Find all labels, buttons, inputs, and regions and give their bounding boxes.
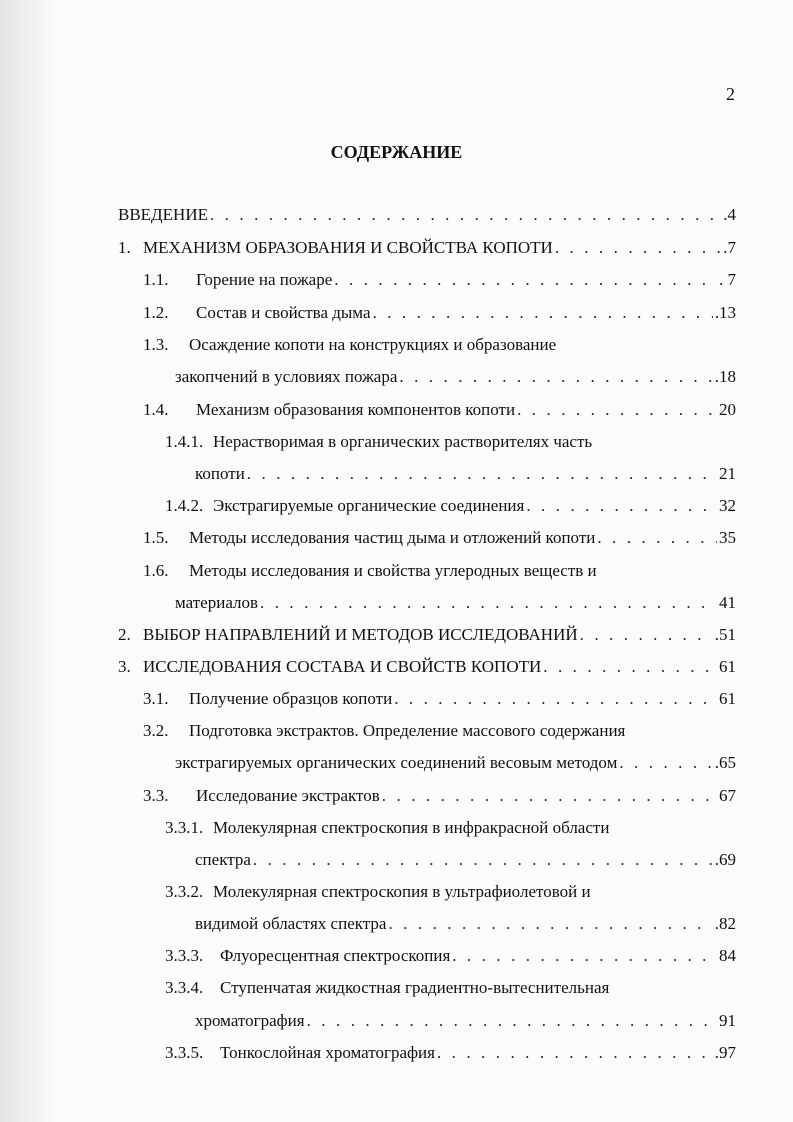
toc-entry-1-6[interactable] — [143, 561, 597, 581]
toc-entry-number: 3.2. — [143, 721, 169, 740]
page-number: 2 — [726, 84, 735, 104]
leader-dots — [307, 1011, 717, 1031]
toc-entry-1-4-1-continued[interactable] — [195, 464, 736, 484]
toc-entry-title: Подготовка экстрактов. Определение массового содержания — [189, 721, 626, 740]
toc-entry-1-6-continued[interactable] — [175, 593, 736, 613]
toc-entry-number: 3.3.1. — [165, 818, 204, 837]
leader-dots — [373, 303, 713, 323]
toc-entry-number: 3. — [118, 657, 131, 676]
leader-dots — [382, 786, 717, 806]
leader-dots — [210, 205, 721, 225]
toc-entry-title: Состав и свойства дыма — [196, 303, 371, 322]
toc-page-number: 41 — [719, 593, 736, 612]
leader-dots — [437, 1043, 713, 1063]
toc-entry-number: 2. — [118, 625, 131, 644]
toc-entry-title: Получение образцов копоти — [189, 689, 393, 708]
toc-entry-title: ВЫБОР НАПРАВЛЕНИЙ И МЕТОДОВ ИССЛЕДОВАНИЙ — [143, 625, 578, 644]
toc-entry-2[interactable] — [118, 625, 736, 645]
toc-entry-3-3[interactable] — [143, 786, 736, 806]
toc-page-number: 32 — [719, 496, 736, 515]
toc-entry-intro[interactable] — [118, 205, 736, 225]
toc-entry-number: 3.3.5. — [165, 1043, 204, 1062]
toc-page-number: .18 — [714, 367, 736, 386]
toc-page-number: .13 — [714, 303, 736, 322]
toc-entry-1-2[interactable] — [143, 303, 736, 323]
toc-entry-title: материалов — [175, 593, 259, 612]
toc-page-number: 67 — [719, 786, 736, 805]
toc-entry-number: 1.1. — [143, 270, 169, 289]
toc-page-number: .69 — [714, 850, 736, 869]
toc-entry-3-3-1-continued[interactable] — [195, 850, 736, 870]
toc-entry-title: экстрагируемых органических соединений весовым методом — [175, 753, 618, 772]
leader-dots — [260, 593, 717, 613]
toc-entry-number: 1.4. — [143, 400, 169, 419]
leader-dots — [452, 946, 717, 966]
toc-entry-title: Осаждение копоти на конструкциях и образование — [189, 335, 557, 354]
leader-dots — [517, 400, 717, 420]
toc-entry-number: 1.4.2. — [165, 496, 204, 515]
toc-entry-number: 1.4.1. — [165, 432, 204, 451]
page-title: СОДЕРЖАНИЕ — [330, 142, 463, 162]
toc-entry-title: Экстрагируемые органические соединения — [213, 496, 525, 515]
toc-entry-title: копоти — [195, 464, 245, 483]
toc-entry-1-3[interactable] — [143, 335, 556, 355]
toc-entry-number: 3.3.3. — [165, 946, 204, 965]
toc-entry-title: Горение на пожаре — [196, 270, 333, 289]
toc-entry-1-4-2[interactable] — [165, 496, 736, 516]
toc-entry-3-3-2-continued[interactable] — [195, 914, 736, 934]
toc-entry-number: 1.6. — [143, 561, 169, 580]
toc-entry-1-4[interactable] — [143, 400, 736, 420]
toc-entry-title: закопчений в условиях пожара — [175, 367, 398, 386]
toc-page-number: .97 — [714, 1043, 736, 1062]
toc-page-number: .4 — [723, 205, 736, 224]
toc-entry-title: Молекулярная спектроскопия в ультрафиолетовой и — [213, 882, 591, 901]
toc-entry-3-2[interactable] — [143, 721, 625, 741]
leader-dots — [555, 238, 721, 258]
toc-page-number: 84 — [719, 946, 736, 965]
toc-page-number: 21 — [719, 464, 736, 483]
toc-entry-number: 1. — [118, 238, 131, 257]
toc-entry-3-3-5[interactable] — [165, 1043, 736, 1063]
toc-entry-title: Молекулярная спектроскопия в инфракрасной области — [213, 818, 610, 837]
leader-dots — [253, 850, 713, 870]
toc-entry-number: 3.3.4. — [165, 978, 204, 997]
toc-entry-1-4-1[interactable] — [165, 432, 592, 452]
toc-entry-title: спектра — [195, 850, 251, 869]
toc-entry-title: Методы исследования и свойства углеродных веществ и — [189, 561, 597, 580]
toc-entry-number: 3.3.2. — [165, 882, 204, 901]
toc-entry-1[interactable] — [118, 238, 736, 258]
toc-entry-3-3-2[interactable] — [165, 882, 591, 902]
toc-page-number: .7 — [723, 238, 736, 257]
toc-page-number: 20 — [719, 400, 736, 419]
toc-entry-3-3-1[interactable] — [165, 818, 609, 838]
toc-entry-3-3-3[interactable] — [165, 946, 736, 966]
toc-entry-title: МЕХАНИЗМ ОБРАЗОВАНИЯ И СВОЙСТВА КОПОТИ — [143, 238, 553, 257]
toc-entry-3-1[interactable] — [143, 689, 736, 709]
toc-entry-number: 1.3. — [143, 335, 169, 354]
toc-entry-title: ИССЛЕДОВАНИЯ СОСТАВА И СВОЙСТВ КОПОТИ — [143, 657, 542, 676]
leader-dots — [394, 689, 717, 709]
toc-entry-title: Тонкослойная хроматография — [220, 1043, 435, 1062]
toc-page-number: . 7 — [719, 270, 736, 289]
toc-entry-title: Методы исследования частиц дыма и отложений копоти — [189, 528, 596, 547]
toc-entry-1-1[interactable] — [143, 270, 736, 290]
toc-entry-number: 3.3. — [143, 786, 169, 805]
toc-entry-3-3-4-continued[interactable] — [195, 1011, 736, 1031]
toc-page-number: 61 — [719, 689, 736, 708]
toc-entry-1-3-continued[interactable] — [175, 367, 736, 387]
leader-dots — [597, 528, 717, 548]
toc-entry-title: Ступенчатая жидкостная градиентно-вытеснительная — [220, 978, 610, 997]
toc-page-number: 35 — [719, 528, 736, 547]
toc-entry-number: 3.1. — [143, 689, 169, 708]
toc-page-number: 61 — [719, 657, 736, 676]
leader-dots — [399, 367, 712, 387]
toc-entry-title: Нерастворимая в органических растворителях часть — [213, 432, 593, 451]
leader-dots — [543, 657, 717, 677]
leader-dots — [526, 496, 717, 516]
toc-page-number: .82 — [714, 914, 736, 933]
toc-page-number: .65 — [714, 753, 736, 772]
toc-entry-1-5[interactable] — [143, 528, 736, 548]
toc-page-number: 91 — [719, 1011, 736, 1030]
leader-dots — [619, 753, 712, 773]
leader-dots — [334, 270, 717, 290]
toc-entry-title: Флуоресцентная спектроскопия — [220, 946, 451, 965]
toc-entry-title: видимой областях спектра — [195, 914, 387, 933]
leader-dots — [247, 464, 717, 484]
toc-entry-3-2-continued[interactable] — [175, 753, 736, 773]
toc-entry-3[interactable] — [118, 657, 736, 677]
toc-entry-title: Исследование экстрактов — [196, 786, 380, 805]
toc-entry-title: хроматография — [195, 1011, 305, 1030]
toc-entry-3-3-4[interactable] — [165, 978, 609, 998]
leader-dots — [580, 625, 713, 645]
toc-entry-number: 1.2. — [143, 303, 169, 322]
scan-edge-shadow — [0, 0, 58, 1122]
toc-page-number: .51 — [714, 625, 736, 644]
toc-entry-title: Механизм образования компонентов копоти — [196, 400, 516, 419]
leader-dots — [388, 914, 712, 934]
toc-entry-title: ВВЕДЕНИЕ — [118, 205, 208, 224]
toc-entry-number: 1.5. — [143, 528, 169, 547]
